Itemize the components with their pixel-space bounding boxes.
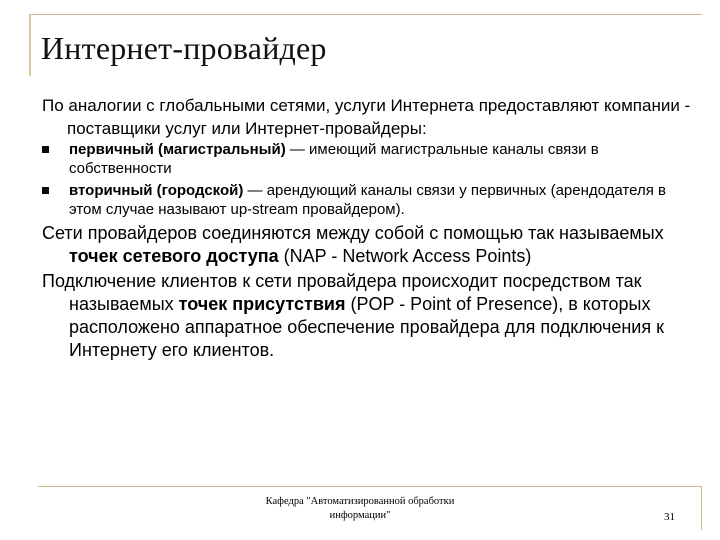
bullet-term: вторичный (городской) [69, 182, 244, 199]
intro-paragraph: По аналогии с глобальными сетями, услуги Интернета предоставляют компании - поставщики услуг или Интернет-провайдеры: [42, 96, 691, 138]
frame-top-line [30, 14, 702, 15]
pop-text-post: (POP - Point of Presence), в которых расположено аппаратное обеспечение провайдера для подключения к Интернету его клиентов. [69, 294, 664, 360]
slide-body [42, 94, 692, 362]
nap-paragraph [42, 222, 692, 268]
frame-left-line [29, 14, 31, 76]
bullet-term: первичный (магистральный) [69, 141, 286, 158]
page-number: 31 [664, 511, 675, 523]
nap-term: точек сетевого доступа [69, 246, 279, 266]
list-item [42, 140, 692, 178]
frame-bottom-line [38, 486, 702, 487]
bullet-text: — имеющий магистральные каналы связи в собственности [69, 141, 599, 177]
square-bullet-icon [42, 187, 49, 194]
square-bullet-icon [42, 146, 49, 153]
footer-department [250, 495, 470, 523]
list-item [42, 181, 692, 219]
provider-types-list [42, 140, 692, 219]
slide-title: Интернет-провайдер [41, 30, 327, 66]
nap-text-post: (NAP - Network Access Points) [278, 246, 532, 266]
nap-text-pre: Сети провайдеров соединяются между собой с помощью так называемых [42, 223, 664, 243]
footer-line-2: информации" [329, 510, 391, 521]
pop-term: точек присутствия [178, 294, 346, 314]
footer-line-1: Кафедра "Автоматизированной обработки [265, 496, 455, 507]
bullet-text: — арендующий каналы связи у первичных (арендодателя в этом случае называют up-stream провайдером). [69, 182, 666, 218]
pop-text-pre: Подключение клиентов к сети провайдера происходит посредством так называемых [42, 271, 642, 314]
pop-paragraph [42, 270, 692, 362]
frame-right-line [701, 486, 702, 530]
